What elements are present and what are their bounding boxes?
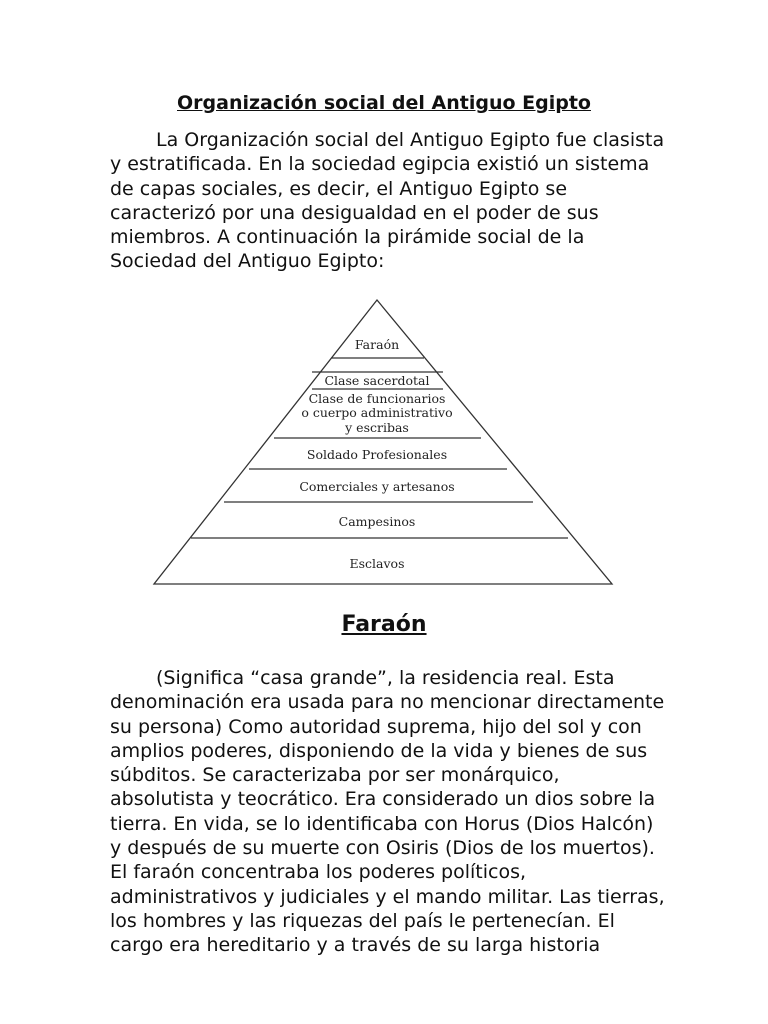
pyramid-level-label: Campesinos <box>338 514 416 529</box>
pyramid-level-label: Comerciales y artesanos <box>299 479 455 494</box>
pyramid-level-label: o cuerpo administrativo <box>301 405 453 420</box>
social-pyramid-diagram <box>150 296 618 590</box>
pyramid-level-label: Esclavos <box>349 556 405 571</box>
pyramid-level-label: Clase sacerdotal <box>324 373 430 388</box>
faraon-paragraph: (Significa “casa grande”, la residencia real. Esta denominación era usada para no mencionar directamente su persona) Como autoridad suprema, hijo del sol y con amplios poderes, disponiendo de la vida y bienes de sus súbditos. Se caracterizaba por ser monárquico, absolutista y teocrático. Era considerado un dios sobre la tierra. En vida, se lo identificaba con Horus (Dios Halcón) y después de su muerte con Osiris (Dios de los muertos). El faraón concentraba los poderes políticos, administrativos y judiciales y el mando militar. Las tierras, los hombres y las riquezas del país le pertenecían. El cargo era hereditario y a través de su larga historia <box>110 667 665 957</box>
pyramid-level-label: y escribas <box>345 420 409 435</box>
intro-paragraph: La Organización social del Antiguo Egipto fue clasista y estratificada. En la sociedad egipcia existió un sistema de capas sociales, es decir, el Antiguo Egipto se caracterizó por una desigualdad en el poder de sus miembros. A continuación la pirámide social de la Sociedad del Antiguo Egipto: <box>110 129 665 273</box>
pyramid-level-label: Faraón <box>354 337 400 352</box>
document-title: Organización social del Antiguo Egipto <box>177 92 591 114</box>
section-heading-faraon: Faraón <box>341 612 427 637</box>
pyramid-level-label: Clase de funcionarios <box>308 391 446 406</box>
pyramid-level-label: Soldado Profesionales <box>306 447 448 462</box>
